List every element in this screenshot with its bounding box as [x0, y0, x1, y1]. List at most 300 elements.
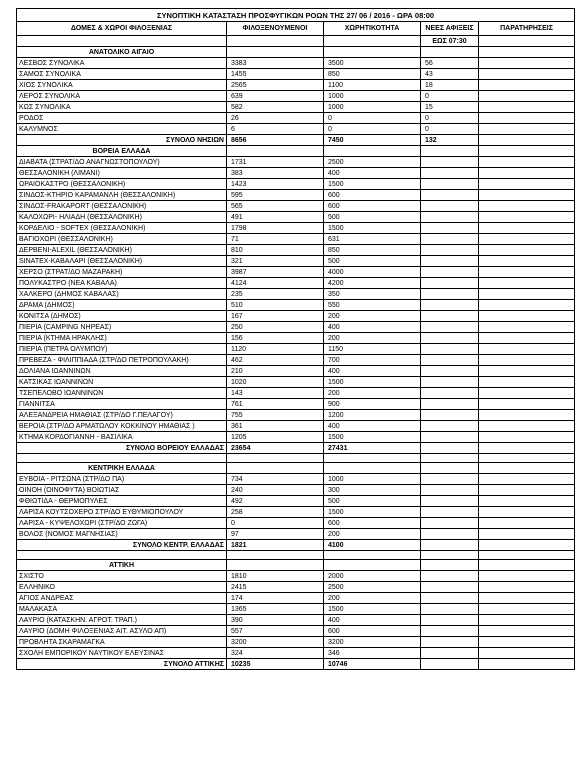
capacity-count: 1000	[324, 474, 421, 485]
location-name: ΚΑΛΟΧΩΡΙ- ΗΛΙΑΔΗ (ΘΕΣΣΑΛΟΝΙΚΗ)	[17, 212, 227, 223]
section-header-row	[17, 146, 575, 157]
total-arrivals	[421, 443, 479, 454]
location-name: ΚΟΡΔΕΛΙΟ - SOFTEX (ΘΕΣΣΑΛΟΝΙΚΗ)	[17, 223, 227, 234]
total-capacity: 4100	[324, 540, 421, 551]
remarks-cell	[479, 518, 575, 529]
arrivals-count: 15	[421, 102, 479, 113]
capacity-count: 850	[324, 69, 421, 80]
section-header-row	[17, 560, 575, 571]
spacer-cell	[479, 454, 575, 463]
header-location: ΔΟΜΕΣ & ΧΩΡΟΙ ΦΙΛΟΞΕΝΙΑΣ	[17, 22, 227, 36]
table-row	[17, 571, 575, 582]
table-row	[17, 256, 575, 267]
location-name: ΔΕΡΒΕΝΙ-ALEXIL (ΘΕΣΣΑΛΟΝΙΚΗ)	[17, 245, 227, 256]
remarks-cell	[479, 529, 575, 540]
section-header-empty	[479, 47, 575, 58]
table-row	[17, 223, 575, 234]
location-name: ΧΑΛΚΕΡΟ (ΔΗΜΟΣ ΚΑΒΑΛΑΣ)	[17, 289, 227, 300]
capacity-count: 400	[324, 615, 421, 626]
remarks-cell	[479, 507, 575, 518]
remarks-cell	[479, 201, 575, 212]
location-name: ΒΟΛΟΣ (ΝΟΜΟΣ ΜΑΓΝΗΣΙΑΣ)	[17, 529, 227, 540]
capacity-count: 2500	[324, 157, 421, 168]
hosted-count: 167	[227, 311, 324, 322]
remarks-cell	[479, 234, 575, 245]
location-name: ΕΛΛΗΝΙΚΟ	[17, 582, 227, 593]
total-arrivals: 132	[421, 135, 479, 146]
remarks-cell	[479, 648, 575, 659]
total-label: ΣΥΝΟΛΟ ΒΟΡΕΙΟΥ ΕΛΛΑΔΑΣ	[17, 443, 227, 454]
remarks-cell	[479, 267, 575, 278]
capacity-count: 1500	[324, 223, 421, 234]
arrivals-count	[421, 322, 479, 333]
capacity-count: 3500	[324, 58, 421, 69]
remarks-cell	[479, 540, 575, 551]
hosted-count: 210	[227, 366, 324, 377]
hosted-count: 565	[227, 201, 324, 212]
location-name: ΤΣΕΠΕΛΟΒΟ ΙΩΑΝΝΙΝΩΝ	[17, 388, 227, 399]
section-title: ΑΝΑΤΟΛΙΚΟ ΑΙΓΑΙΟ	[17, 47, 227, 58]
total-arrivals	[421, 540, 479, 551]
table-row	[17, 604, 575, 615]
arrivals-count: 43	[421, 69, 479, 80]
section-header-empty	[421, 463, 479, 474]
hosted-count: 240	[227, 485, 324, 496]
hosted-count: 235	[227, 289, 324, 300]
location-name: ΠΟΛΥΚΑΣΤΡΟ (ΝΕΑ ΚΑΒΑΛΑ)	[17, 278, 227, 289]
capacity-count: 1500	[324, 507, 421, 518]
arrivals-count	[421, 278, 479, 289]
hosted-count: 26	[227, 113, 324, 124]
arrivals-count	[421, 311, 479, 322]
title-row	[17, 9, 575, 22]
capacity-count: 2000	[324, 571, 421, 582]
hosted-count: 3200	[227, 637, 324, 648]
hosted-count: 1810	[227, 571, 324, 582]
remarks-cell	[479, 300, 575, 311]
arrivals-count	[421, 267, 479, 278]
arrivals-count: 18	[421, 80, 479, 91]
remarks-cell	[479, 615, 575, 626]
remarks-cell	[479, 496, 575, 507]
capacity-count: 400	[324, 421, 421, 432]
location-name: ΒΑΓΙΟΧΩΡΙ (ΘΕΣΣΑΛΟΝΙΚΗ)	[17, 234, 227, 245]
table-row	[17, 529, 575, 540]
arrivals-count	[421, 582, 479, 593]
capacity-count: 900	[324, 399, 421, 410]
hosted-count: 174	[227, 593, 324, 604]
table-row	[17, 322, 575, 333]
arrivals-count	[421, 179, 479, 190]
section-header-empty	[227, 47, 324, 58]
arrivals-count	[421, 529, 479, 540]
arrivals-count	[421, 507, 479, 518]
remarks-cell	[479, 157, 575, 168]
header-arrivals: ΝΕΕΣ ΑΦΙΞΕΙΣ	[421, 22, 479, 36]
arrivals-count: 0	[421, 91, 479, 102]
capacity-count: 1000	[324, 91, 421, 102]
remarks-cell	[479, 366, 575, 377]
section-header-empty	[324, 560, 421, 571]
table-row	[17, 615, 575, 626]
table-row	[17, 388, 575, 399]
capacity-count: 400	[324, 366, 421, 377]
table-row	[17, 91, 575, 102]
section-header-empty	[227, 560, 324, 571]
table-row	[17, 344, 575, 355]
arrivals-count	[421, 518, 479, 529]
capacity-count: 700	[324, 355, 421, 366]
location-name: ΚΩΣ ΣΥΝΟΛΙΚΑ	[17, 102, 227, 113]
remarks-cell	[479, 190, 575, 201]
capacity-count: 500	[324, 496, 421, 507]
hosted-count: 143	[227, 388, 324, 399]
location-name: ΡΟΔΟΣ	[17, 113, 227, 124]
arrivals-count	[421, 234, 479, 245]
table-row	[17, 626, 575, 637]
table-row	[17, 507, 575, 518]
location-name: ΛΕΡΟΣ ΣΥΝΟΛΙΚΑ	[17, 91, 227, 102]
arrivals-count	[421, 474, 479, 485]
total-row	[17, 135, 575, 146]
total-capacity: 27431	[324, 443, 421, 454]
table-row	[17, 201, 575, 212]
remarks-cell	[479, 278, 575, 289]
arrivals-count	[421, 212, 479, 223]
table-row	[17, 80, 575, 91]
header-remarks: ΠΑΡΑΤΗΡΗΣΕΙΣ	[479, 22, 575, 36]
hosted-count: 6	[227, 124, 324, 135]
table-row	[17, 267, 575, 278]
spacer-row	[17, 454, 575, 463]
location-name: ΚΤΗΜΑ ΚΟΡΔΟΓΙΑΝΝΗ - ΒΑΣΙΛΙΚΑ	[17, 432, 227, 443]
remarks-cell	[479, 58, 575, 69]
total-label: ΣΥΝΟΛΟ ΑΤΤΙΚΗΣ	[17, 659, 227, 670]
header-subrow	[17, 36, 575, 47]
capacity-count: 2500	[324, 582, 421, 593]
capacity-count: 1500	[324, 179, 421, 190]
arrivals-count	[421, 168, 479, 179]
arrivals-count	[421, 496, 479, 507]
remarks-cell	[479, 626, 575, 637]
section-header-empty	[324, 463, 421, 474]
hosted-count: 510	[227, 300, 324, 311]
capacity-count: 4200	[324, 278, 421, 289]
remarks-cell	[479, 377, 575, 388]
location-name: ΛΑΡΙΣΑ - ΚΥΨΕΛΟΧΩΡΙ (ΣΤΡ/ΔΟ ΖΩΓΑ)	[17, 518, 227, 529]
table-row	[17, 289, 575, 300]
remarks-cell	[479, 80, 575, 91]
hosted-count: 734	[227, 474, 324, 485]
arrivals-count	[421, 604, 479, 615]
hosted-count: 383	[227, 168, 324, 179]
remarks-cell	[479, 102, 575, 113]
capacity-count: 1150	[324, 344, 421, 355]
spacer-cell	[421, 454, 479, 463]
hosted-count: 1455	[227, 69, 324, 80]
location-name: ΣΧΟΛΗ ΕΜΠΟΡΙΚΟΥ ΝΑΥΤΙΚΟΥ ΕΛΕΥΣΙΝΑΣ	[17, 648, 227, 659]
location-name: ΠΡΟΒΛΗΤΑ ΣΚΑΡΑΜΑΓΚΑ	[17, 637, 227, 648]
location-name: ΓΙΑΝΝΙΤΣΑ	[17, 399, 227, 410]
spacer-cell	[479, 551, 575, 560]
capacity-count: 0	[324, 124, 421, 135]
table-row	[17, 157, 575, 168]
spacer-cell	[17, 551, 227, 560]
capacity-count: 400	[324, 322, 421, 333]
location-name: ΣΧΙΣΤΟ	[17, 571, 227, 582]
location-name: ΔΡΑΜΑ (ΔΗΜΟΣ)	[17, 300, 227, 311]
arrivals-count	[421, 223, 479, 234]
hosted-count: 1020	[227, 377, 324, 388]
hosted-count: 1798	[227, 223, 324, 234]
location-name: ΚΟΝΙΤΣΑ (ΔΗΜΟΣ)	[17, 311, 227, 322]
hosted-count: 71	[227, 234, 324, 245]
table-row	[17, 355, 575, 366]
hosted-count: 2565	[227, 80, 324, 91]
hosted-count: 492	[227, 496, 324, 507]
hosted-count: 321	[227, 256, 324, 267]
location-name: ΕΥΒΟΙΑ - ΡΙΤΣΩΝΑ (ΣΤΡ/ΔΟ ΠΑ)	[17, 474, 227, 485]
table-row	[17, 648, 575, 659]
section-header-empty	[421, 560, 479, 571]
section-header-empty	[421, 146, 479, 157]
table-row	[17, 637, 575, 648]
capacity-count: 631	[324, 234, 421, 245]
capacity-count: 600	[324, 518, 421, 529]
remarks-cell	[479, 637, 575, 648]
header-sub-empty	[227, 36, 324, 47]
hosted-count: 595	[227, 190, 324, 201]
table-row	[17, 421, 575, 432]
arrivals-count	[421, 333, 479, 344]
header-arrivals-until: ΕΩΣ 07:30	[421, 36, 479, 47]
hosted-count: 390	[227, 615, 324, 626]
remarks-cell	[479, 245, 575, 256]
hosted-count: 156	[227, 333, 324, 344]
hosted-count: 1423	[227, 179, 324, 190]
hosted-count: 1205	[227, 432, 324, 443]
remarks-cell	[479, 311, 575, 322]
table-row	[17, 190, 575, 201]
arrivals-count	[421, 421, 479, 432]
arrivals-count	[421, 377, 479, 388]
header-hosted: ΦΙΛΟΞΕΝΟΥΜΕΝΟΙ	[227, 22, 324, 36]
total-hosted: 8656	[227, 135, 324, 146]
arrivals-count	[421, 593, 479, 604]
remarks-cell	[479, 212, 575, 223]
section-header-empty	[479, 560, 575, 571]
remarks-cell	[479, 256, 575, 267]
hosted-count: 3987	[227, 267, 324, 278]
arrivals-count	[421, 410, 479, 421]
table-row	[17, 366, 575, 377]
spacer-cell	[227, 551, 324, 560]
capacity-count: 500	[324, 256, 421, 267]
capacity-count: 346	[324, 648, 421, 659]
remarks-cell	[479, 179, 575, 190]
capacity-count: 1500	[324, 432, 421, 443]
remarks-cell	[479, 474, 575, 485]
arrivals-count	[421, 289, 479, 300]
location-name: ΠΡΕΒΕΖΑ - ΦΙΛΙΠΠΙΑΔΑ (ΣΤΡ/ΔΟ ΠΕΤΡΟΠΟΥΛΑΚΗ)	[17, 355, 227, 366]
remarks-cell	[479, 388, 575, 399]
remarks-cell	[479, 582, 575, 593]
location-name: ΧΙΟΣ ΣΥΝΟΛΙΚΑ	[17, 80, 227, 91]
location-name: ΩΡΑΙΟΚΑΣΤΡΟ (ΘΕΣΣΑΛΟΝΙΚΗ)	[17, 179, 227, 190]
remarks-cell	[479, 485, 575, 496]
capacity-count: 200	[324, 593, 421, 604]
table-row	[17, 593, 575, 604]
table-row	[17, 582, 575, 593]
remarks-cell	[479, 355, 575, 366]
hosted-count: 2415	[227, 582, 324, 593]
table-row	[17, 333, 575, 344]
hosted-count: 1365	[227, 604, 324, 615]
remarks-cell	[479, 168, 575, 179]
spacer-cell	[324, 551, 421, 560]
table-row	[17, 518, 575, 529]
remarks-cell	[479, 322, 575, 333]
capacity-count: 0	[324, 113, 421, 124]
arrivals-count	[421, 571, 479, 582]
total-row	[17, 659, 575, 670]
arrivals-count	[421, 626, 479, 637]
total-label: ΣΥΝΟΛΟ ΚΕΝΤΡ. ΕΛΛΑΔΑΣ	[17, 540, 227, 551]
hosted-count: 639	[227, 91, 324, 102]
section-header-row	[17, 47, 575, 58]
location-name: ΛΑΥΡΙΟ (ΚΑΤΑΣΚΗΝ. ΑΓΡΟΤ. ΤΡΑΠ.)	[17, 615, 227, 626]
hosted-count: 1120	[227, 344, 324, 355]
section-header-empty	[421, 47, 479, 58]
hosted-count: 4124	[227, 278, 324, 289]
section-title: ΑΤΤΙΚΗ	[17, 560, 227, 571]
section-title: ΒΟΡΕΙΑ ΕΛΛΑΔΑ	[17, 146, 227, 157]
total-hosted: 1821	[227, 540, 324, 551]
capacity-count: 400	[324, 168, 421, 179]
arrivals-count	[421, 300, 479, 311]
hosted-count: 1731	[227, 157, 324, 168]
header-sub-empty	[324, 36, 421, 47]
remarks-cell	[479, 113, 575, 124]
spacer-cell	[324, 454, 421, 463]
total-label: ΣΥΝΟΛΟ ΝΗΣΙΩΝ	[17, 135, 227, 146]
table-row	[17, 212, 575, 223]
hosted-count: 557	[227, 626, 324, 637]
remarks-cell	[479, 399, 575, 410]
location-name: ΣΑΜΟΣ ΣΥΝΟΛΙΚΑ	[17, 69, 227, 80]
location-name: SINATEX-ΚΑΒΑΛΑΡΙ (ΘΕΣΣΑΛΟΝΙΚΗ)	[17, 256, 227, 267]
table-row	[17, 474, 575, 485]
capacity-count: 200	[324, 388, 421, 399]
arrivals-count: 56	[421, 58, 479, 69]
table-row	[17, 311, 575, 322]
total-hosted: 23654	[227, 443, 324, 454]
capacity-count: 1100	[324, 80, 421, 91]
table-row	[17, 300, 575, 311]
arrivals-count	[421, 615, 479, 626]
arrivals-count	[421, 399, 479, 410]
section-title: ΚΕΝΤΡΙΚΗ ΕΛΛΑΔΑ	[17, 463, 227, 474]
section-header-empty	[324, 146, 421, 157]
arrivals-count	[421, 157, 479, 168]
table-row	[17, 234, 575, 245]
table-row	[17, 432, 575, 443]
refugee-flows-table	[16, 8, 575, 670]
hosted-count: 582	[227, 102, 324, 113]
remarks-cell	[479, 289, 575, 300]
capacity-count: 3200	[324, 637, 421, 648]
capacity-count: 200	[324, 529, 421, 540]
arrivals-count: 0	[421, 124, 479, 135]
arrivals-count	[421, 355, 479, 366]
section-header-empty	[479, 463, 575, 474]
capacity-count: 300	[324, 485, 421, 496]
location-name: ΑΓΙΟΣ ΑΝΔΡΕΑΣ	[17, 593, 227, 604]
arrivals-count	[421, 648, 479, 659]
arrivals-count	[421, 256, 479, 267]
capacity-count: 1500	[324, 377, 421, 388]
location-name: ΛΑΡΙΣΑ ΚΟΥΤΣΟΧΕΡΟ ΣΤΡ/ΔΟ ΕΥΘΥΜΙΟΠΟΥΛΟΥ	[17, 507, 227, 518]
location-name: ΚΑΛΥΜΝΟΣ	[17, 124, 227, 135]
total-capacity: 10746	[324, 659, 421, 670]
arrivals-count	[421, 344, 479, 355]
location-name: ΠΙΕΡΙΑ (CAMPING ΝΗΡΕΑΣ)	[17, 322, 227, 333]
remarks-cell	[479, 223, 575, 234]
remarks-cell	[479, 659, 575, 670]
remarks-cell	[479, 604, 575, 615]
location-name: ΚΑΤΣΙΚΑΣ ΙΩΑΝΝΙΝΩΝ	[17, 377, 227, 388]
location-name: ΑΛΕΞΑΝΔΡΕΙΑ ΗΜΑΘΙΑΣ (ΣΤΡ/ΔΟ Γ.ΠΕΛΑΓΟΥ)	[17, 410, 227, 421]
table-row	[17, 485, 575, 496]
location-name: ΣΙΝΔΟΣ-FRAKAPORT (ΘΕΣΣΑΛΟΝΙΚΗ)	[17, 201, 227, 212]
location-name: ΦΘΙΩΤΙΔΑ - ΘΕΡΜΟΠΥΛΕΣ	[17, 496, 227, 507]
hosted-count: 761	[227, 399, 324, 410]
header-row	[17, 22, 575, 36]
section-header-empty	[324, 47, 421, 58]
arrivals-count	[421, 432, 479, 443]
location-name: ΛΕΣΒΟΣ ΣΥΝΟΛΙΚΑ	[17, 58, 227, 69]
header-sub-empty	[479, 36, 575, 47]
capacity-count: 1500	[324, 604, 421, 615]
remarks-cell	[479, 593, 575, 604]
location-name: ΔΟΛΙΑΝΑ ΙΩΑΝΝΙΝΩΝ	[17, 366, 227, 377]
total-row	[17, 443, 575, 454]
remarks-cell	[479, 443, 575, 454]
table-row	[17, 377, 575, 388]
table-row	[17, 124, 575, 135]
remarks-cell	[479, 333, 575, 344]
header-capacity: ΧΩΡΗΤΙΚΟΤΗΤΑ	[324, 22, 421, 36]
capacity-count: 1000	[324, 102, 421, 113]
location-name: ΠΙΕΡΙΑ (ΚΤΗΜΑ ΗΡΑΚΛΗΣ)	[17, 333, 227, 344]
hosted-count: 250	[227, 322, 324, 333]
table-row	[17, 399, 575, 410]
remarks-cell	[479, 421, 575, 432]
hosted-count: 361	[227, 421, 324, 432]
table-row	[17, 58, 575, 69]
spacer-cell	[17, 454, 227, 463]
total-row	[17, 540, 575, 551]
capacity-count: 600	[324, 190, 421, 201]
table-row	[17, 179, 575, 190]
hosted-count: 324	[227, 648, 324, 659]
arrivals-count	[421, 637, 479, 648]
location-name: ΧΕΡΣΟ (ΣΤΡΑΤ/ΔΟ ΜΑΖΑΡΑΚΗ)	[17, 267, 227, 278]
remarks-cell	[479, 135, 575, 146]
capacity-count: 200	[324, 311, 421, 322]
location-name: ΛΑΥΡΙΟ (ΔΟΜΗ ΦΙΛΟΞΕΝΙΑΣ ΑΙΤ. ΑΣΥΛΟ ΑΠ)	[17, 626, 227, 637]
arrivals-count	[421, 245, 479, 256]
